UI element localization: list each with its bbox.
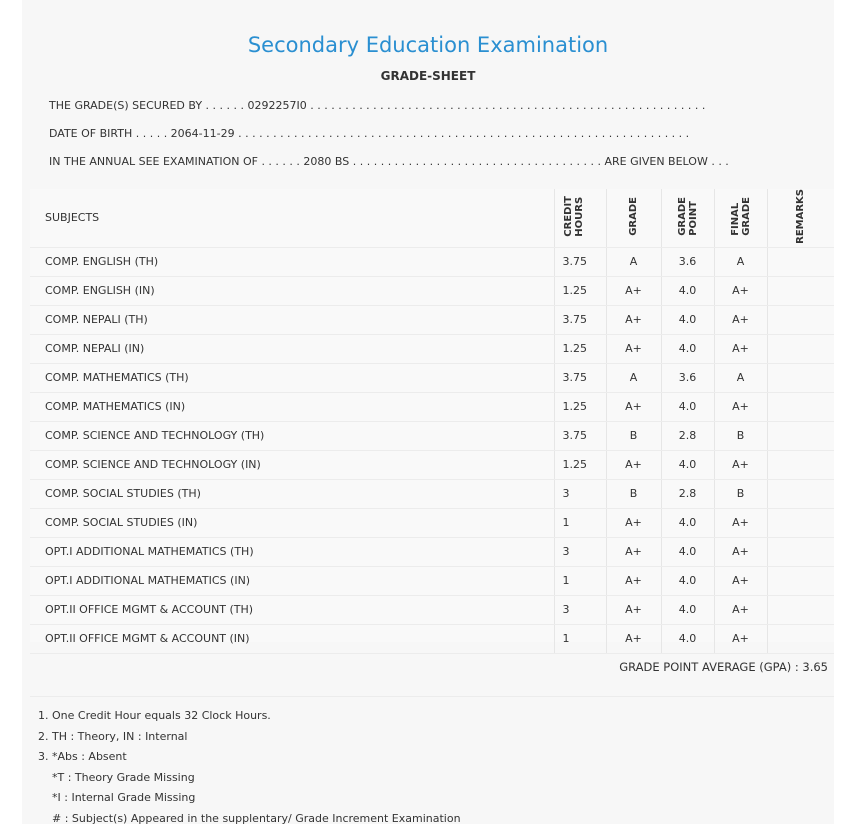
subject-cell: COMP. NEPALI (IN)	[30, 334, 554, 363]
grade-cell: A+	[606, 276, 661, 305]
remarks-cell	[767, 537, 834, 566]
grade-point-cell: 4.0	[661, 595, 714, 624]
final-grade-cell: A+	[714, 508, 767, 537]
final-grade-cell: A+	[714, 334, 767, 363]
subject-cell: OPT.II OFFICE MGMT & ACCOUNT (TH)	[30, 595, 554, 624]
grade-point-cell: 4.0	[661, 450, 714, 479]
final-grade-cell: A+	[714, 392, 767, 421]
subject-cell: OPT.I ADDITIONAL MATHEMATICS (IN)	[30, 566, 554, 595]
gpa-summary: GRADE POINT AVERAGE (GPA) : 3.65	[619, 660, 828, 674]
grade-cell: A	[606, 247, 661, 276]
table-row	[30, 305, 834, 334]
grade-cell: B	[606, 421, 661, 450]
credit-hours-cell: 3.75	[554, 421, 606, 450]
subject-cell: COMP. NEPALI (TH)	[30, 305, 554, 334]
subjects-header: SUBJECTS	[30, 189, 554, 247]
grade-cell: A+	[606, 566, 661, 595]
table-row	[30, 363, 834, 392]
subject-cell: OPT.I ADDITIONAL MATHEMATICS (TH)	[30, 537, 554, 566]
grade-cell: A+	[606, 305, 661, 334]
grade-cell: A+	[606, 334, 661, 363]
final-grade-cell: B	[714, 479, 767, 508]
grade-point-cell: 2.8	[661, 479, 714, 508]
table-row	[30, 392, 834, 421]
note-credit-hours: 1. One Credit Hour equals 32 Clock Hours.	[38, 706, 461, 727]
date-of-birth-line: DATE OF BIRTH . . . . . 2064-11-29 . . . . . . . . . . . . . . . . . . . . . . . . . . . . . . . . . . . . . . . . . . . . . . . . . . . . . . . . . . . . . . . . .	[49, 127, 689, 140]
subject-cell: COMP. MATHEMATICS (TH)	[30, 363, 554, 392]
grade-point-cell: 3.6	[661, 247, 714, 276]
credit-hours-cell: 3	[554, 537, 606, 566]
credit-hours-cell: 3.75	[554, 363, 606, 392]
remarks-cell	[767, 421, 834, 450]
subject-cell: OPT.II OFFICE MGMT & ACCOUNT (IN)	[30, 624, 554, 653]
remarks-cell	[767, 566, 834, 595]
credit-hours-cell: 1	[554, 624, 606, 653]
grade-point-cell: 4.0	[661, 537, 714, 566]
grade-point-cell: 4.0	[661, 508, 714, 537]
subject-cell: COMP. SOCIAL STUDIES (IN)	[30, 508, 554, 537]
table-row	[30, 421, 834, 450]
table-row	[30, 247, 834, 276]
note-theory-missing: *T : Theory Grade Missing	[38, 768, 461, 789]
grades-table	[30, 189, 834, 654]
credit-hours-cell: 1.25	[554, 392, 606, 421]
grade-sheet-heading: GRADE-SHEET	[22, 69, 834, 83]
table-row	[30, 450, 834, 479]
grade-point-cell: 2.8	[661, 421, 714, 450]
credit-hours-cell: 1.25	[554, 450, 606, 479]
subject-cell: COMP. SOCIAL STUDIES (TH)	[30, 479, 554, 508]
credit-hours-header: CREDIT HOURS	[554, 189, 606, 247]
grades-table-container	[30, 189, 834, 642]
remarks-header: REMARKS	[767, 189, 834, 247]
grade-cell: A+	[606, 595, 661, 624]
credit-hours-cell: 1	[554, 566, 606, 595]
note-internal-missing: *I : Internal Grade Missing	[38, 788, 461, 809]
remarks-cell	[767, 334, 834, 363]
table-row	[30, 508, 834, 537]
table-header-row	[30, 189, 834, 247]
credit-hours-cell: 3.75	[554, 305, 606, 334]
subject-cell: COMP. SCIENCE AND TECHNOLOGY (IN)	[30, 450, 554, 479]
final-grade-cell: A+	[714, 595, 767, 624]
final-grade-cell: A+	[714, 450, 767, 479]
final-grade-cell: A	[714, 363, 767, 392]
table-row	[30, 566, 834, 595]
exam-title: Secondary Education Examination	[22, 33, 834, 57]
remarks-cell	[767, 392, 834, 421]
subject-cell: COMP. SCIENCE AND TECHNOLOGY (TH)	[30, 421, 554, 450]
note-absent: 3. *Abs : Absent	[38, 747, 461, 768]
final-grade-cell: A+	[714, 566, 767, 595]
grade-point-cell: 4.0	[661, 276, 714, 305]
final-grade-cell: B	[714, 421, 767, 450]
table-row	[30, 276, 834, 305]
grade-cell: A+	[606, 392, 661, 421]
remarks-cell	[767, 479, 834, 508]
secured-by-line: THE GRADE(S) SECURED BY . . . . . . 0292257I0 . . . . . . . . . . . . . . . . . . . . . . . . . . . . . . . . . . . . . . . . . . . . . . . . . . . . . . . . .	[49, 99, 705, 112]
remarks-cell	[767, 450, 834, 479]
remarks-cell	[767, 247, 834, 276]
table-row	[30, 479, 834, 508]
subject-cell: COMP. ENGLISH (IN)	[30, 276, 554, 305]
divider	[30, 696, 834, 697]
grade-point-cell: 4.0	[661, 392, 714, 421]
grade-cell: A+	[606, 624, 661, 653]
grade-sheet	[22, 0, 834, 824]
grade-header: GRADE	[606, 189, 661, 247]
grade-point-header: GRADE POINT	[661, 189, 714, 247]
notes-section	[38, 706, 461, 829]
credit-hours-cell: 1	[554, 508, 606, 537]
grade-point-cell: 4.0	[661, 305, 714, 334]
table-row	[30, 624, 834, 653]
remarks-cell	[767, 276, 834, 305]
note-supplementary: # : Subject(s) Appeared in the supplentary/ Grade Increment Examination	[38, 809, 461, 829]
subject-cell: COMP. MATHEMATICS (IN)	[30, 392, 554, 421]
table-row	[30, 595, 834, 624]
final-grade-header: FINAL GRADE	[714, 189, 767, 247]
credit-hours-cell: 3	[554, 479, 606, 508]
grade-point-cell: 4.0	[661, 624, 714, 653]
grade-cell: A+	[606, 508, 661, 537]
subject-cell: COMP. ENGLISH (TH)	[30, 247, 554, 276]
final-grade-cell: A	[714, 247, 767, 276]
remarks-cell	[767, 624, 834, 653]
credit-hours-cell: 3.75	[554, 247, 606, 276]
remarks-cell	[767, 508, 834, 537]
grade-point-cell: 4.0	[661, 566, 714, 595]
final-grade-cell: A+	[714, 305, 767, 334]
grade-point-cell: 4.0	[661, 334, 714, 363]
grade-cell: A+	[606, 537, 661, 566]
credit-hours-cell: 3	[554, 595, 606, 624]
credit-hours-cell: 1.25	[554, 276, 606, 305]
grade-cell: A+	[606, 450, 661, 479]
remarks-cell	[767, 363, 834, 392]
exam-year-line: IN THE ANNUAL SEE EXAMINATION OF . . . . . . 2080 BS . . . . . . . . . . . . . . . . . . . . . . . . . . . . . . . . . . . . ARE GIVEN BELOW . . .	[49, 155, 729, 168]
grade-cell: B	[606, 479, 661, 508]
table-row	[30, 537, 834, 566]
table-row	[30, 334, 834, 363]
remarks-cell	[767, 305, 834, 334]
final-grade-cell: A+	[714, 276, 767, 305]
final-grade-cell: A+	[714, 624, 767, 653]
credit-hours-cell: 1.25	[554, 334, 606, 363]
grade-point-cell: 3.6	[661, 363, 714, 392]
remarks-cell	[767, 595, 834, 624]
grade-cell: A	[606, 363, 661, 392]
note-th-in: 2. TH : Theory, IN : Internal	[38, 727, 461, 748]
final-grade-cell: A+	[714, 537, 767, 566]
